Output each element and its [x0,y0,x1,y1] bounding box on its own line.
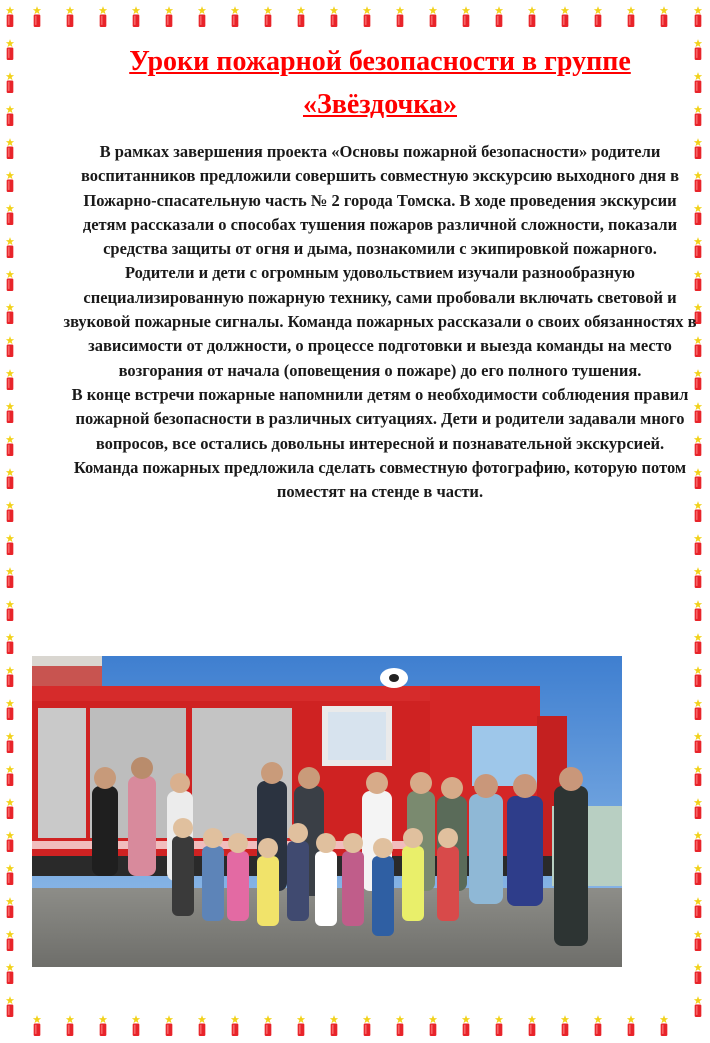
candle-star-icon [296,4,306,30]
candle-star-icon [693,862,703,888]
candle-star-icon [395,1013,405,1039]
candle-star-icon [659,1013,669,1039]
candle-star-icon [693,697,703,723]
candle-star-icon [626,1013,636,1039]
candle-star-icon [197,4,207,30]
candle-star-icon [164,1013,174,1039]
candle-star-icon [329,4,339,30]
candle-star-icon [494,1013,504,1039]
candle-star-icon [527,1013,537,1039]
candle-star-icon [428,1013,438,1039]
candle-star-icon [5,796,15,822]
article-body [62,140,698,504]
candle-star-icon [693,961,703,987]
page-title: Уроки пожарной безопасности в группе «Звёздочка» [129,46,631,120]
border-top [0,0,710,34]
candle-star-icon [5,466,15,492]
candle-star-icon [362,1013,372,1039]
candle-star-icon [560,1013,570,1039]
candle-star-icon [5,862,15,888]
candle-star-icon [5,499,15,525]
candle-star-icon [131,1013,141,1039]
candle-star-icon [461,1013,471,1039]
candle-star-icon [230,1013,240,1039]
candle-star-icon [461,4,471,30]
paragraph-1: В рамках завершения проекта «Основы пожарной безопасности» родители воспитанников предложили совершить совместную экскурсию выходного дня в Пожарно-спасательную часть № 2 города Томска. В ходе проведения экскурсии детям рассказали о способах тушения пожаров различной сложности, показали средства защиты от огня и дыма, познакомили с экипировкой пожарного. [80,142,680,259]
candle-star-icon [164,4,174,30]
candle-star-icon [32,4,42,30]
candle-star-icon [693,598,703,624]
candle-star-icon [296,1013,306,1039]
candle-star-icon [626,4,636,30]
candle-star-icon [5,994,15,1020]
candle-star-icon [5,268,15,294]
candle-star-icon [98,1013,108,1039]
candle-star-icon [5,763,15,789]
candle-star-icon [5,631,15,657]
candle-star-icon [693,730,703,756]
candle-star-icon [5,70,15,96]
candle-star-icon [5,598,15,624]
candle-star-icon [5,235,15,261]
candle-star-icon [5,334,15,360]
candle-star-icon [65,4,75,30]
candle-star-icon [693,631,703,657]
candle-star-icon [5,367,15,393]
candle-star-icon [5,433,15,459]
candle-star-icon [693,796,703,822]
candle-star-icon [263,1013,273,1039]
candle-star-icon [693,664,703,690]
candle-star-icon [693,928,703,954]
candle-star-icon [693,763,703,789]
candle-star-icon [32,1013,42,1039]
candle-star-icon [230,4,240,30]
candle-star-icon [5,697,15,723]
candle-star-icon [131,4,141,30]
candle-star-icon [693,565,703,591]
candle-star-icon [5,4,15,30]
candle-star-icon [5,532,15,558]
candle-star-icon [395,4,405,30]
candle-star-icon [5,730,15,756]
candle-star-icon [527,4,537,30]
candle-star-icon [659,4,669,30]
candle-star-icon [263,4,273,30]
border-left [0,0,22,1043]
candle-star-icon [5,202,15,228]
candle-star-icon [693,994,703,1020]
candle-star-icon [5,169,15,195]
candle-star-icon [5,829,15,855]
candle-star-icon [5,895,15,921]
candle-star-icon [593,1013,603,1039]
candle-star-icon [593,4,603,30]
paragraph-2: Родители и дети с огромным удовольствием изучали разнообразную специализированную пожарную технику, сами пробовали включать световой и звуковой пожарные сигналы. Команда пожарных рассказали о своих обязанностях в зависимости от должности, о процессе подготовки и выезда команды на место возгорания от начала (оповещения о пожаре) до его полного тушения. [63,263,697,380]
candle-star-icon [693,532,703,558]
candle-star-icon [494,4,504,30]
candle-star-icon [560,4,570,30]
candle-star-icon [5,664,15,690]
candle-star-icon [693,4,703,30]
candle-star-icon [98,4,108,30]
candle-star-icon [5,37,15,63]
candle-star-icon [693,829,703,855]
candle-star-icon [5,400,15,426]
candle-star-icon [5,565,15,591]
candle-star-icon [5,928,15,954]
candle-star-icon [5,136,15,162]
border-bottom [0,1009,710,1043]
candle-star-icon [5,961,15,987]
group-photo-fire-truck [32,656,622,967]
candle-star-icon [5,103,15,129]
candle-star-icon [197,1013,207,1039]
candle-star-icon [65,1013,75,1039]
candle-star-icon [5,301,15,327]
candle-star-icon [693,895,703,921]
candle-star-icon [329,1013,339,1039]
paragraph-3: В конце встречи пожарные напомнили детям о необходимости соблюдения правил пожарной безопасности в различных ситуациях. Дети и родители задавали много вопросов, все остались довольны интересной и познавательной экскурсией. Команда пожарных предложила сделать совместную фотографию, которую потом поместят на стенде в части. [71,384,689,502]
candle-star-icon [428,4,438,30]
candle-star-icon [362,4,372,30]
